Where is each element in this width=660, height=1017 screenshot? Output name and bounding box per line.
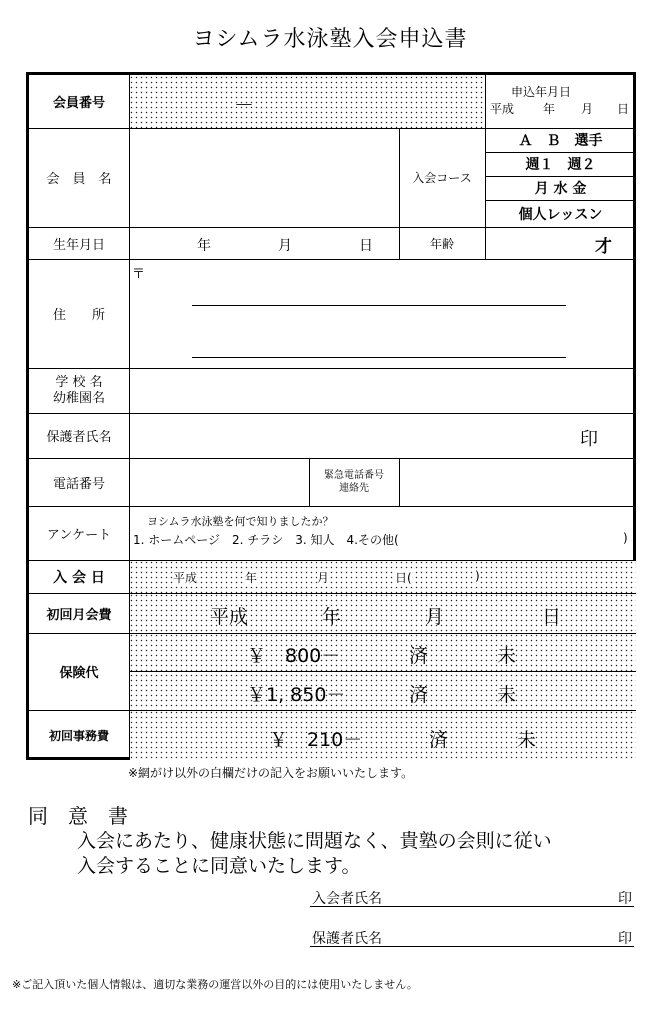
address-label: 住 所 (52, 308, 105, 323)
join-date-shade (129, 560, 636, 593)
guardian-label: 保護者氏名 (46, 430, 112, 445)
admin-fee-unpaid[interactable]: 未 (517, 729, 537, 751)
school-label-2: 幼稚園名 (52, 390, 105, 406)
privacy-footer: ※ご記入頂いた個人情報は、適切な業務の運営以外の目的には使用いたしません。 (12, 978, 418, 991)
insurance-amount-1: ￥ 800－ (247, 645, 341, 667)
first-fee-era: 平成 (210, 606, 249, 628)
first-fee-year: 年 (322, 606, 342, 628)
signer-1-line[interactable] (310, 906, 634, 907)
course-option[interactable]: 週１ 週２ (525, 157, 596, 173)
insurance-paid-2[interactable]: 済 (409, 684, 429, 706)
admin-fee-amount: ￥ 210－ (269, 729, 363, 751)
signer-1-label: 入会者氏名 (312, 891, 382, 907)
emergency-label-1: 緊急電話番号 (324, 470, 384, 481)
postal-mark: 〒 (132, 267, 146, 282)
birth-year: 年 (197, 238, 211, 254)
join-date-day: 日( (395, 571, 412, 585)
birth-label: 生年月日 (52, 237, 105, 253)
consent-line-2: 入会することに同意いたします。 (77, 855, 361, 877)
signer-2-line[interactable] (310, 946, 634, 947)
insurance-unpaid-1[interactable]: 未 (497, 645, 517, 667)
address-line-1[interactable] (192, 305, 566, 306)
consent-line-1: 入会にあたり、健康状態に問題なく、貴塾の会則に従い (77, 830, 552, 852)
member-name-label: 会 員 名 (46, 172, 112, 187)
first-fee-month: 月 (425, 606, 445, 628)
signer-1-seal: 印 (618, 891, 632, 907)
join-date-close: ) (475, 569, 480, 583)
apply-date-label: 申込年月日 (511, 85, 572, 99)
guardian-seal: 印 (580, 429, 598, 450)
survey-options[interactable]: 1. ホームページ 2. チラシ 3. 知人 4.その他( (133, 533, 399, 547)
join-date-label: 入 会 日 (53, 569, 105, 586)
member-number-dash: － (234, 93, 254, 117)
birth-day: 日 (359, 238, 373, 254)
member-number-field (129, 75, 485, 128)
age-label: 年齢 (429, 236, 454, 251)
insurance-unpaid-2[interactable]: 未 (497, 684, 517, 706)
apply-date-month: 月 (581, 102, 594, 116)
survey-close: ) (623, 531, 628, 545)
page-title: ヨシムラ水泳塾入会申込書 (192, 27, 468, 52)
first-fee-day: 日 (542, 606, 562, 628)
emergency-label-2: 連絡先 (339, 483, 369, 494)
survey-question: ヨシムラ水泳塾を何で知りましたか？ (147, 515, 334, 528)
admin-fee-label: 初回事務費 (48, 728, 109, 743)
join-date-era: 平成 (173, 571, 198, 585)
apply-date-era: 平成 (490, 102, 515, 116)
phone-label: 電話番号 (52, 476, 105, 492)
school-label (29, 368, 129, 413)
course-option[interactable]: Ａ Ｂ 選手 (518, 133, 603, 149)
signer-2-label: 保護者氏名 (312, 931, 382, 947)
survey-label: アンケート (46, 527, 112, 543)
join-date-year: 年 (245, 571, 258, 585)
course-option[interactable]: 個人レッスン (518, 206, 603, 223)
school-label-1: 学 校 名 (55, 374, 103, 390)
course-label: 入会コース (412, 171, 472, 185)
first-fee-label: 初回月会費 (46, 607, 112, 623)
apply-date-year: 年 (543, 102, 556, 116)
emergency-label (309, 458, 399, 506)
insurance-amount-2: ￥1, 850－ (247, 684, 346, 706)
apply-date-day: 日 (617, 102, 630, 116)
consent-heading: 同 意 書 (28, 804, 128, 828)
birth-month: 月 (278, 238, 292, 254)
signer-2-seal: 印 (618, 931, 632, 947)
insurance-label: 保険代 (59, 666, 99, 681)
admin-fee-shade (129, 710, 636, 760)
admin-fee-paid[interactable]: 済 (429, 729, 449, 751)
insurance-paid-1[interactable]: 済 (409, 645, 429, 667)
member-number-label: 会員番号 (52, 96, 105, 111)
join-date-month: 月 (317, 571, 330, 585)
form-note: ※網がけ以外の白欄だけの記入をお願いいたします。 (128, 766, 414, 780)
member-name-input[interactable] (129, 128, 399, 227)
course-option[interactable]: 月 水 金 (534, 181, 587, 197)
address-line-2[interactable] (192, 357, 566, 358)
age-unit: 才 (595, 237, 612, 257)
application-form (26, 72, 636, 760)
